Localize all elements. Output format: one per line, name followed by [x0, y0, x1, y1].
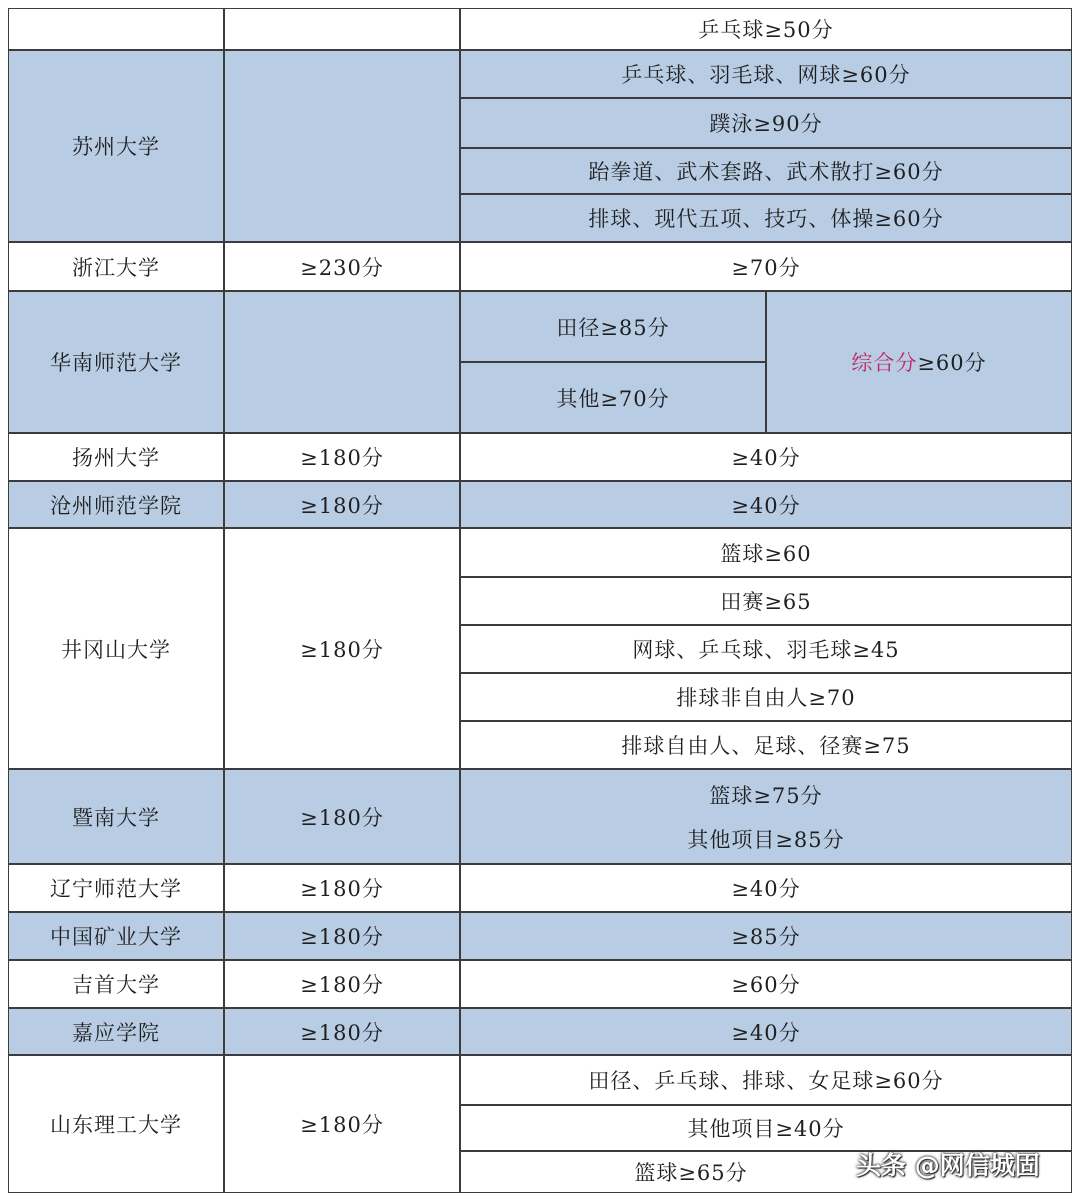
- row-7-school: 暨南大学: [8, 769, 224, 864]
- row-12-item-1: 其他项目≥40分: [687, 1117, 845, 1141]
- row-3-sub-item-1: 其他≥70分: [460, 362, 766, 433]
- row-7-total: ≥180分: [224, 769, 460, 864]
- row-10-total: ≥180分: [300, 973, 384, 997]
- row-12-school: 山东理工大学: [50, 1113, 182, 1137]
- row-7-item-0: 篮球≥75分: [709, 783, 823, 808]
- row-2-item-0: ≥70分: [731, 255, 801, 280]
- sub-row-line: [460, 624, 1072, 626]
- col-divider-2: [459, 8, 461, 1193]
- row-3-sub-item-0: 田径≥85分: [460, 291, 766, 362]
- row-7-item-1: 其他项目≥85分: [687, 827, 845, 852]
- row-0-item-0: 乒乓球≥50分: [698, 18, 834, 42]
- row-line: [8, 768, 1072, 770]
- row-6-item-1: 田赛≥65: [720, 590, 812, 614]
- row-9-school: 中国矿业大学: [8, 912, 224, 960]
- row-0-school: [8, 8, 224, 50]
- row-line: [8, 1007, 1072, 1009]
- row-line: [8, 49, 1072, 51]
- row-line: [8, 863, 1072, 865]
- sub-row-line: [460, 193, 1072, 195]
- row-line: [8, 241, 1072, 243]
- row-6-item-4: 排球自由人、足球、径赛≥75: [621, 734, 911, 758]
- row-1-item-2: 跆拳道、武术套路、武术散打≥60分: [460, 148, 1072, 194]
- row-line: [8, 911, 1072, 913]
- row-line: [8, 480, 1072, 482]
- row-9-total: ≥180分: [224, 912, 460, 960]
- row-3-total: [224, 291, 460, 433]
- sub-row-line: [460, 147, 1072, 149]
- combined-score-label: 综合分: [851, 351, 918, 375]
- row-1-school: 苏州大学: [8, 50, 224, 242]
- row-line: [8, 1054, 1072, 1056]
- row-4-school: 扬州大学: [72, 446, 160, 470]
- row-1-item-3: 排球、现代五项、技巧、体操≥60分: [460, 194, 1072, 242]
- row-0-total: [224, 8, 460, 50]
- sub-row-line: [460, 1104, 1072, 1106]
- row-12-item-2: 篮球≥65分: [634, 1161, 748, 1185]
- row-6-total: ≥180分: [300, 637, 384, 662]
- row-5-school: 沧州师范学院: [8, 481, 224, 528]
- row-6-item-2: 网球、乒乓球、羽毛球≥45: [632, 638, 900, 662]
- row-5-item-0: ≥40分: [460, 481, 1072, 528]
- sub-row-line: [460, 576, 1072, 578]
- row-12-total: ≥180分: [300, 1113, 384, 1137]
- row-5-total: ≥180分: [224, 481, 460, 528]
- col-divider-1: [223, 8, 225, 1193]
- row-12-item-0: 田径、乒乓球、排球、女足球≥60分: [588, 1069, 944, 1093]
- row-8-total: ≥180分: [300, 877, 384, 901]
- row-line: [8, 527, 1072, 529]
- row-4-item-0: ≥40分: [731, 446, 801, 470]
- sub-row-line: [460, 672, 1072, 674]
- row-line: [8, 290, 1072, 292]
- watermark: 头条 @网信城固: [856, 1151, 1040, 1180]
- row-1-item-1: 蹼泳≥90分: [460, 98, 1072, 148]
- row-10-item-0: ≥60分: [731, 973, 801, 997]
- row-2-total: ≥230分: [300, 255, 384, 280]
- sub-row-line: [460, 361, 766, 363]
- combined-score-value: ≥60分: [917, 351, 987, 375]
- row-9-item-0: ≥85分: [460, 912, 1072, 960]
- sub-row-line: [460, 97, 1072, 99]
- row-8-item-0: ≥40分: [731, 877, 801, 901]
- row-11-school: 嘉应学院: [8, 1008, 224, 1055]
- row-3-combined: [766, 291, 1072, 433]
- row-3-school: 华南师范大学: [8, 291, 224, 433]
- row-4-total: ≥180分: [300, 446, 384, 470]
- row-11-total: ≥180分: [224, 1008, 460, 1055]
- row-11-item-0: ≥40分: [460, 1008, 1072, 1055]
- sub-row-line: [460, 720, 1072, 722]
- row-line: [8, 432, 1072, 434]
- row-6-item-3: 排球非自由人≥70: [676, 686, 856, 710]
- row-8-school: 辽宁师范大学: [50, 877, 182, 901]
- row-6-school: 井冈山大学: [61, 637, 171, 662]
- row-6-item-0: 篮球≥60: [720, 541, 812, 566]
- row-line: [8, 959, 1072, 961]
- row-10-school: 吉首大学: [72, 973, 160, 997]
- row-7-items: [460, 769, 1072, 864]
- row-1-item-0: 乒乓球、羽毛球、网球≥60分: [460, 50, 1072, 98]
- row-2-school: 浙江大学: [72, 255, 160, 280]
- row-1-total: [224, 50, 460, 242]
